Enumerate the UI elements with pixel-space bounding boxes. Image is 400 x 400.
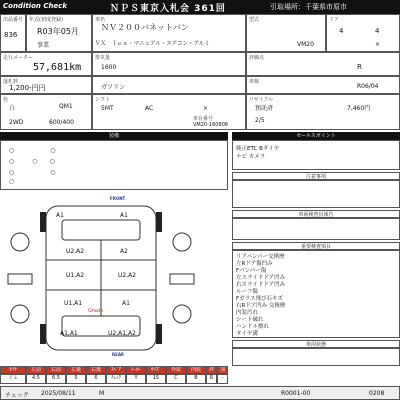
displacement-value: 1600 — [101, 64, 117, 71]
table-label: ｽﾍﾟｱ — [106, 366, 126, 374]
trans-value: 5MT — [101, 105, 114, 112]
table-value: B — [186, 374, 206, 384]
inspector-header: 車両検査員報告 — [232, 210, 400, 218]
sales-point-box — [232, 140, 400, 170]
detail-header: 重要検査項目 — [232, 242, 400, 250]
inspection-item: Fガラス飛び石キズ — [236, 296, 283, 302]
rear-caption: REAR — [112, 352, 124, 357]
table-label: 外装 — [166, 366, 186, 374]
model-cell: 型式 VM20 — [246, 14, 326, 52]
color-value: 白 — [9, 105, 16, 112]
inspection-item: ハンドル擦れ — [236, 324, 270, 330]
equipment-box — [0, 140, 228, 190]
damage-tag: A1 — [56, 212, 64, 219]
damage-tag: U1,A1 — [64, 300, 83, 307]
inspection-cell: 車検 R06/04 — [246, 76, 400, 94]
damage-tag: A1,A1 — [60, 330, 78, 337]
mileage-cell: 走行メーター 57,681km — [0, 52, 92, 76]
check-mark: M — [99, 390, 105, 397]
table-label: 左前 — [26, 366, 46, 374]
inspection-value: R06/04 — [357, 83, 379, 90]
inspection-item: 右スライドドア凹み — [236, 282, 286, 288]
color-cell: 色 白 QM1 2WD 600/400 — [0, 94, 92, 130]
equipment-row: ○ — [9, 178, 15, 185]
year-value: R03年05月 — [37, 27, 79, 36]
notes-box — [232, 180, 400, 208]
condition-check-title: Condition Check — [3, 2, 67, 10]
table-label: 右後 — [86, 366, 106, 374]
footer-bar — [0, 386, 400, 400]
damage-tag: U2,A2 — [118, 272, 137, 279]
recycle-amount: 7,460円 — [347, 105, 371, 112]
history-box — [232, 348, 400, 366]
door-count: 4 — [375, 27, 380, 35]
mileage-value: 57,681km — [33, 62, 82, 73]
equipment-row: ○ ○ — [9, 169, 56, 176]
table-value: ﾁｪｯｸ — [106, 374, 126, 384]
damage-tag: U2,A2 — [66, 248, 85, 255]
load-value: 600/400 — [49, 119, 74, 126]
table-value: - — [217, 374, 228, 384]
fuel-value: ガソリン — [101, 84, 126, 91]
equipment-row: ○ ○ ○ — [9, 158, 55, 165]
capacity-value: 2/5 — [255, 117, 265, 124]
year-cell: 年式(初度登録) R03年05月 事業 — [26, 14, 92, 52]
sales-point-line: 純正ETC Bタイヤ — [236, 146, 280, 152]
inspection-item: リアバンパー交換歴 — [236, 254, 285, 260]
damage-tag: A1 — [122, 300, 130, 307]
table-value: 4.5 — [26, 374, 46, 384]
displacement-cell: 排気量 1600 — [92, 52, 246, 76]
table-label: 内装 — [186, 366, 206, 374]
sales-point-line: ナビ カメラ — [236, 154, 266, 160]
eval-value: R — [357, 63, 362, 71]
check-date: 2025/08/11 — [41, 390, 76, 397]
check-label: チェック — [5, 392, 29, 399]
price-cell: 落札料 1,200-円円 — [0, 76, 92, 94]
drive-value: 2WD — [9, 119, 24, 126]
inspection-item: 内装汚れ — [236, 310, 259, 316]
seat-count: × — [375, 41, 381, 48]
ac-value: AC — [145, 105, 154, 112]
table-label: 評 — [206, 366, 217, 374]
vehicle-cell: 車名 ＮＶ２００バネットバン ＶＸ ｌｅｘ・マニュアル・エアコン・アルミ — [92, 14, 246, 52]
eval-cell: 評価点 R — [246, 52, 400, 76]
equipment-row: ○ ○ — [9, 147, 56, 154]
price-value: 1,200-円円 — [9, 84, 46, 92]
color-code: QM1 — [59, 103, 73, 110]
vehicle-name: ＮＶ２００バネットバン — [101, 23, 189, 32]
seat-value: 事業 — [37, 42, 50, 49]
damage-tag: A2 — [120, 248, 128, 255]
pickup-location: 引取場所：千葉県市原市 — [270, 3, 347, 11]
inspection-item: 左スライドドア凹み — [236, 275, 286, 281]
equipment-header: 装備 — [0, 132, 228, 140]
page-number: 0208 — [369, 390, 385, 397]
grade-value: ＶＸ ｌｅｘ・マニュアル・エアコン・アルミ — [95, 41, 210, 47]
recycle-type: 預託済 — [255, 105, 274, 112]
table-label: 左後 — [66, 366, 86, 374]
table-value: Y — [126, 374, 146, 384]
inspection-item: シート破れ — [236, 317, 264, 323]
damage-tag: A1 — [120, 212, 128, 219]
lot-number: 836 — [4, 31, 18, 39]
front-caption: FRONT — [110, 196, 126, 201]
damage-tag: U2,A1,A2 — [108, 330, 136, 337]
recycle-cell: リサイクル 預託済 7,460円 2/5 — [246, 94, 400, 130]
notes-header: 注意事項 — [232, 172, 400, 180]
x-mark: × — [203, 105, 209, 112]
table-label: ﾒｰｶｰ — [126, 366, 146, 374]
sales-point-header: セールスポイント — [232, 132, 400, 140]
chassis-number: VM20-160808 — [193, 122, 228, 128]
inspection-item: タイヤ溝 — [236, 331, 258, 337]
table-value: ｺﾞﾑ — [0, 374, 26, 384]
table-value: 15 — [146, 374, 166, 384]
table-value: C — [166, 374, 186, 384]
sheet-header — [0, 0, 400, 14]
sheet-code: R0001-00 — [281, 390, 311, 397]
fuel-cell — [92, 76, 246, 94]
inspection-item: ルーフ傷 — [236, 289, 258, 295]
table-value: 5 — [66, 374, 86, 384]
inspection-item: 右Rドア凹み 交換歴 — [236, 303, 286, 309]
brand-mark: Grade — [88, 308, 104, 314]
table-label: ﾀｲﾔ — [0, 366, 26, 374]
inspection-item: Fバンパー傷 — [236, 268, 267, 274]
history-header: 車両状態 — [232, 340, 400, 348]
auction-title: ＮＰＳ東京入札会 361回 — [110, 4, 226, 14]
table-label: 右前 — [46, 366, 66, 374]
inspector-box — [232, 218, 400, 240]
door-value: 4 — [339, 27, 344, 35]
car-diagram — [0, 190, 228, 360]
trans-cell: シフト 5MT AC × 車台番号 VM20-160808 — [92, 94, 246, 130]
table-value: 6.5 — [46, 374, 66, 384]
door-cell: ドア 4 4 × — [326, 14, 400, 52]
damage-tag: U1,A2 — [66, 272, 85, 279]
table-label: ｻｲｽﾞ — [146, 366, 166, 374]
lot-cell: 出品番号 836 — [0, 14, 26, 52]
table-label: 加 — [217, 366, 228, 374]
table-value: R — [206, 374, 217, 384]
model-value: VM20 — [297, 41, 314, 48]
inspection-item: 左Rドア傷凹み — [236, 261, 273, 267]
table-value: 6 — [86, 374, 106, 384]
